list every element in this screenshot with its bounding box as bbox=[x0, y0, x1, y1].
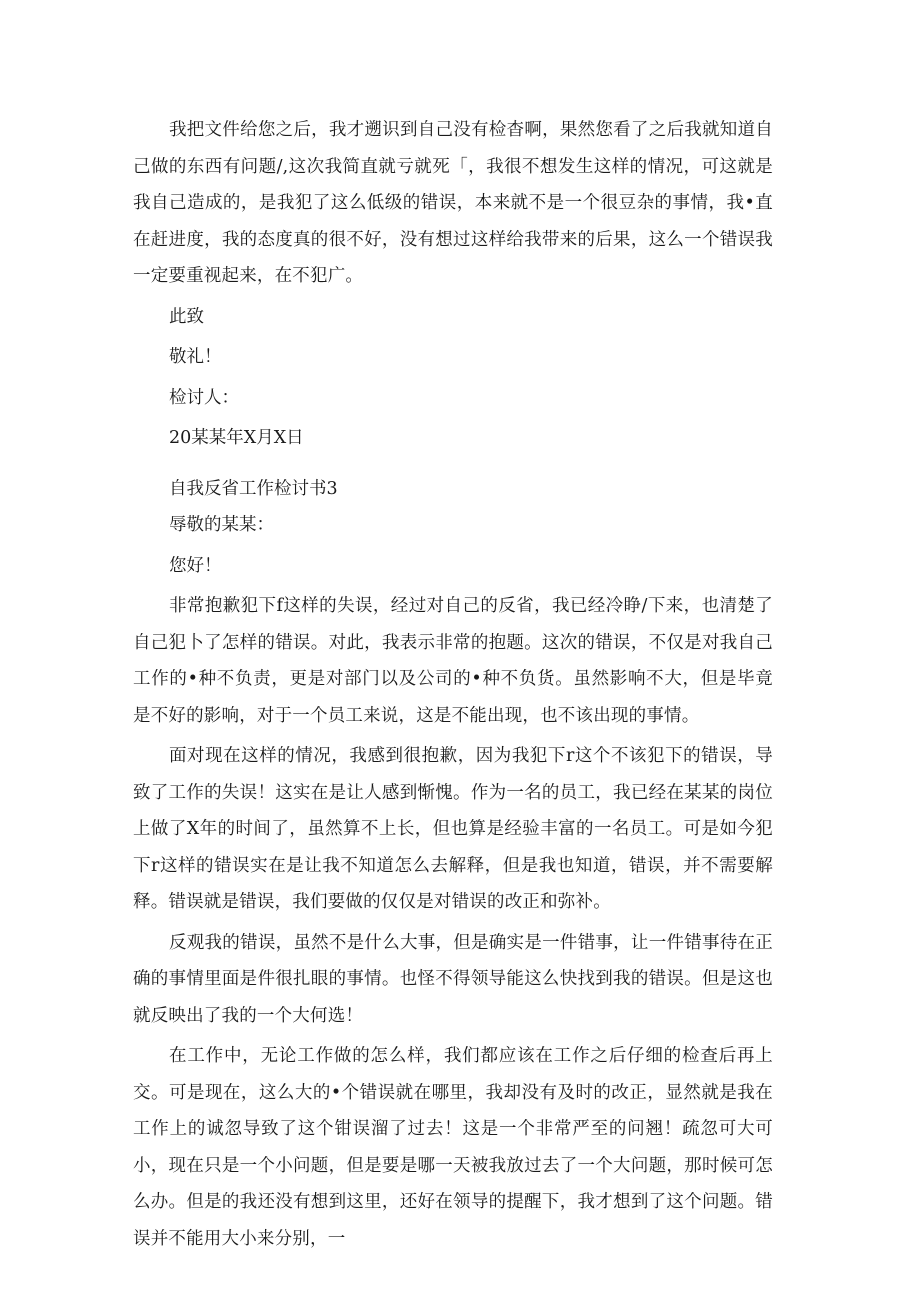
paragraph-apology: 非常抱歉犯下f这样的失误，经过对自己的反省，我已经冷睁/下来，也清楚了自己犯卜了怎样的错误。对此，我表示非常的抱题。这次的错误，不仅是对我自己工作的•种不负责，更是对部门以及公司的•种不负货。虽然影响不大，但是毕竟是不好的影响，对于一个员工来说，这是不能出现，也不该出现的事情。 bbox=[133, 596, 773, 726]
paragraph-apology-intro: 我把文件给您之后，我才遡识到自己没有检杳啊，果然您看了之后我就知道自己做的东西有问题/,这次我简直就亏就死「，我很不想发生这样的情况，可这就是我自己造成的，是我犯了这么低级的错误，本来就不是一个很豆杂的事情，我•直在赶进度，我的态度真的很不好，没有想过这样给我带来的后果，这么一个错误我一定要重视起来，在不犯广。 bbox=[133, 120, 773, 286]
paragraph-situation: 面对现在这样的情况，我感到很抱歉，因为我犯下r这个不该犯下的错误，导致了工作的失误！这实在是让人感到惭愧。作为一名的员工，我已经在某某的岗位上做了X年的时间了，虽然算不上长，但也算是经验丰富的一名员工。可是如今犯下r这样的错误实在是让我不知道怎么去解释，但是我也知道，错误，并不需要解释。错误就是错误，我们要做的仅仅是对错误的改正和弥补。 bbox=[133, 746, 773, 912]
signer-label: 检讨人： bbox=[169, 387, 239, 408]
date-line: 20某某年X月X日 bbox=[169, 428, 304, 448]
paragraph-reflection: 反观我的错误，虽然不是什么大事，但是确实是一件错事，让一件错事待在正确的事情里面是件很扎眼的事情。也怪不得领导能这么快找到我的错误。但是这也就反映出了我的一个大何选！ bbox=[133, 932, 773, 1026]
closing-phrase: 此致 bbox=[169, 306, 204, 327]
document-page bbox=[133, 112, 773, 1257]
closing-salute: 敬礼！ bbox=[169, 347, 222, 367]
greeting: 您好！ bbox=[169, 555, 222, 576]
section-title: 自我反省工作检讨书3 bbox=[169, 478, 338, 499]
paragraph-work-check: 在工作中，无论工作做的怎么样，我们都应该在工作之后仔细的检查后再上交。可是现在，这么大的•个错误就在哪里，我却没有及时的改正，显然就是我在工作上的诚忽导致了这个钳误溜了过去！这是一个非常严至的问翘！疏忽可大可小，现在只是一个小问题，但是要是哪一天被我放过去了一个大问题，那时候可怎么办。但是的我还没有想到这里，还好在领导的提醒下，我才想到了这个问题。错误并不能用大小来分别，一 bbox=[133, 1046, 773, 1249]
salutation: 辱敬的某某： bbox=[169, 515, 274, 535]
